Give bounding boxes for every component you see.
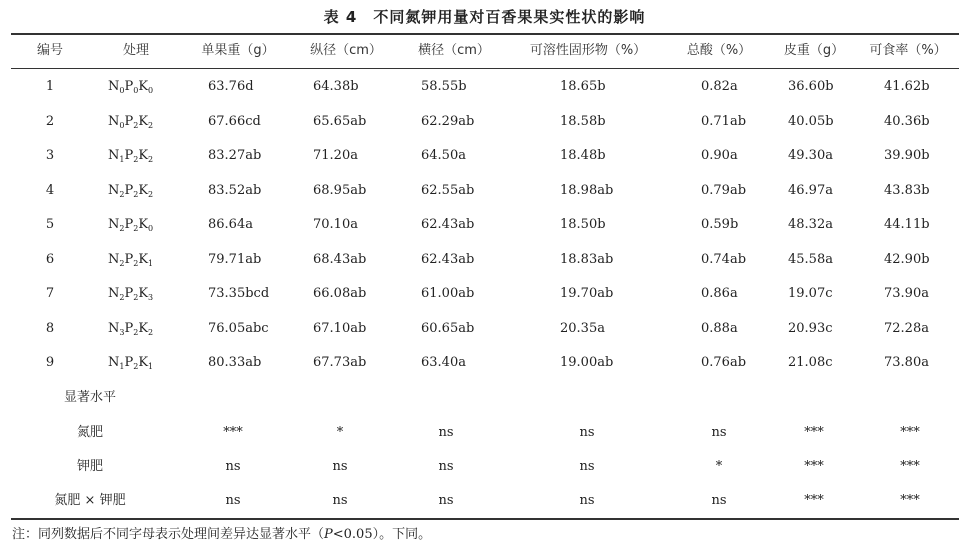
sig-transverse: ns (438, 459, 454, 474)
treatment-level: 3 (119, 327, 125, 337)
treatment-level: 2 (133, 224, 139, 233)
sig-peel-weight: *** (804, 493, 824, 508)
cell-transverse: 62.55ab (421, 182, 475, 198)
sig-soluble-solids: ns (579, 459, 595, 474)
header-transverse-diameter: 横径（cm） (418, 43, 490, 58)
treatment-letter: K (138, 79, 149, 94)
cell-total-acid: 0.82a (701, 79, 738, 94)
cell-fruit-weight: 73.35bcd (208, 286, 270, 301)
cell-total-acid: 0.86a (701, 286, 738, 301)
cell-transverse: 62.29ab (421, 113, 475, 129)
cell-transverse: 61.00ab (421, 286, 475, 301)
treatment-letter: P (124, 182, 134, 198)
treatment-letter: P (124, 320, 134, 336)
cell-edible-rate: 39.90b (884, 148, 930, 163)
table-row (0, 277, 969, 311)
treatment-letter: K (138, 182, 149, 198)
treatment-letter: N (108, 79, 120, 94)
treatment-level: 2 (133, 120, 139, 130)
treatment-level: 2 (133, 293, 139, 302)
treatment-letter: N (108, 217, 120, 232)
cell-edible-rate: 73.90a (884, 286, 929, 301)
cell-total-acid: 0.79ab (701, 182, 747, 198)
treatment-level: 2 (148, 327, 154, 337)
treatment-letter: P (124, 113, 134, 129)
treatment-level: 0 (119, 86, 125, 95)
header-soluble-solids: 可溶性固形物（%） (529, 43, 647, 58)
header-total-acid: 总酸（%） (686, 43, 752, 58)
cell-fruit-weight: 86.64a (208, 217, 253, 232)
cell-transverse: 58.55b (421, 79, 467, 94)
cell-total-acid: 0.90a (701, 148, 738, 163)
cell-soluble-solids: 18.50b (560, 217, 606, 232)
treatment-letter: N (108, 182, 120, 198)
cell-soluble-solids: 18.98ab (560, 182, 614, 198)
sig-longitudinal: * (336, 425, 344, 440)
treatment-letter: N (108, 355, 120, 370)
cell-transverse: 63.40a (421, 355, 466, 370)
cell-soluble-solids: 18.58b (560, 113, 606, 129)
cell-id: 2 (45, 113, 55, 129)
sig-longitudinal: ns (332, 459, 348, 474)
cell-treatment (108, 139, 164, 173)
significance-factor: 氮肥 × 钾肥 (54, 493, 126, 508)
treatment-level: 0 (119, 120, 125, 130)
sig-longitudinal: ns (332, 493, 348, 508)
treatment-letter: K (138, 217, 149, 232)
cell-total-acid: 0.74ab (701, 251, 747, 267)
significance-row (0, 416, 969, 450)
treatment-level: 2 (148, 155, 154, 164)
cell-id: 8 (45, 320, 55, 336)
cell-soluble-solids: 20.35a (560, 320, 605, 336)
treatment-letter: N (108, 148, 120, 163)
sig-transverse: ns (438, 425, 454, 440)
cell-fruit-weight: 67.66cd (208, 113, 261, 129)
treatment-letter: P (124, 286, 134, 301)
cell-treatment (108, 208, 164, 242)
cell-transverse: 64.50a (421, 148, 466, 163)
cell-peel-weight: 49.30a (788, 148, 833, 163)
treatment-level: 0 (148, 86, 154, 95)
cell-edible-rate: 44.11b (884, 217, 930, 232)
cell-longitudinal: 64.38b (313, 79, 359, 94)
note-prefix: 注：同列数据后不同字母表示处理间差异达显著水平（ (12, 527, 325, 542)
cell-peel-weight: 40.05b (788, 113, 834, 129)
cell-soluble-solids: 18.48b (560, 148, 606, 163)
cell-id: 9 (45, 355, 55, 370)
sig-soluble-solids: ns (579, 425, 595, 440)
cell-longitudinal: 66.08ab (313, 286, 367, 301)
header-id: 编号 (36, 43, 63, 58)
cell-total-acid: 0.71ab (701, 113, 747, 129)
treatment-letter: N (108, 251, 120, 267)
cell-longitudinal: 70.10a (313, 217, 358, 232)
cell-longitudinal: 68.43ab (313, 251, 367, 267)
sig-edible-rate: *** (900, 459, 920, 474)
treatment-level: 1 (119, 362, 125, 371)
significance-row (0, 450, 969, 484)
cell-edible-rate: 40.36b (884, 113, 930, 129)
note-suffix: <0.05）。下同。 (332, 527, 432, 542)
sig-fruit-weight: ns (225, 459, 241, 474)
treatment-level: 2 (133, 327, 139, 337)
table-row (0, 174, 969, 208)
header-fruit-weight: 单果重（g） (201, 43, 275, 58)
cell-transverse: 62.43ab (421, 251, 475, 267)
treatment-letter: P (124, 251, 134, 267)
cell-fruit-weight: 76.05abc (208, 320, 269, 336)
cell-fruit-weight: 83.27ab (208, 148, 262, 163)
cell-peel-weight: 36.60b (788, 79, 834, 94)
sig-edible-rate: *** (900, 425, 920, 440)
cell-edible-rate: 41.62b (884, 79, 930, 94)
cell-treatment (108, 105, 164, 139)
treatment-level: 1 (148, 362, 154, 371)
treatment-level: 0 (133, 86, 139, 95)
cell-treatment (108, 70, 164, 104)
sig-peel-weight: *** (804, 459, 824, 474)
treatment-letter: N (108, 286, 120, 301)
header-treatment: 处理 (122, 43, 149, 58)
cell-peel-weight: 46.97a (788, 182, 833, 198)
treatment-level: 0 (148, 224, 154, 233)
treatment-letter: K (138, 251, 149, 267)
cell-total-acid: 0.76ab (701, 355, 747, 370)
cell-fruit-weight: 63.76d (208, 79, 254, 94)
cell-soluble-solids: 19.00ab (560, 355, 614, 370)
note-p-symbol: P (324, 527, 333, 542)
cell-treatment (108, 174, 164, 208)
cell-longitudinal: 68.95ab (313, 182, 367, 198)
table-title: 表 4 不同氮钾用量对百香果果实性状的影响 (323, 8, 646, 26)
cell-treatment (108, 243, 164, 277)
table-row (0, 346, 969, 380)
cell-longitudinal: 67.10ab (313, 320, 367, 336)
header-edible-rate: 可食率（%） (869, 43, 947, 58)
table-row (0, 312, 969, 346)
cell-longitudinal: 67.73ab (313, 355, 367, 370)
cell-id: 3 (45, 148, 55, 163)
cell-peel-weight: 20.93c (788, 320, 833, 336)
cell-soluble-solids: 19.70ab (560, 286, 614, 301)
treatment-level: 2 (133, 155, 139, 164)
cell-longitudinal: 65.65ab (313, 113, 367, 129)
table-row (0, 243, 969, 277)
table-row (0, 70, 969, 104)
cell-edible-rate: 42.90b (884, 251, 930, 267)
cell-peel-weight: 45.58a (788, 251, 833, 267)
sig-peel-weight: *** (804, 425, 824, 440)
cell-fruit-weight: 83.52ab (208, 182, 262, 198)
treatment-level: 2 (148, 189, 154, 199)
cell-fruit-weight: 80.33ab (208, 355, 262, 370)
sig-total-acid: ns (711, 425, 727, 440)
cell-longitudinal: 71.20a (313, 148, 358, 163)
cell-fruit-weight: 79.71ab (208, 251, 262, 267)
cell-transverse: 62.43ab (421, 217, 475, 232)
cell-edible-rate: 73.80a (884, 355, 929, 370)
treatment-level: 2 (133, 362, 139, 371)
significance-factor: 钾肥 (76, 459, 103, 474)
cell-peel-weight: 48.32a (788, 217, 833, 232)
treatment-letter: K (138, 286, 149, 301)
treatment-level: 2 (119, 293, 125, 302)
cell-peel-weight: 19.07c (788, 286, 833, 301)
treatment-level: 2 (119, 189, 125, 199)
cell-transverse: 60.65ab (421, 320, 475, 336)
treatment-letter: K (138, 113, 149, 129)
bottom-rule (11, 518, 959, 520)
significance-factor: 氮肥 (76, 425, 103, 440)
treatment-level: 3 (148, 293, 154, 302)
cell-total-acid: 0.88a (701, 320, 738, 336)
sig-edible-rate: *** (900, 493, 920, 508)
treatment-level: 2 (133, 258, 139, 268)
treatment-letter: P (124, 79, 134, 94)
sig-transverse: ns (438, 493, 454, 508)
treatment-level: 2 (133, 189, 139, 199)
header-rule (11, 68, 959, 69)
treatment-letter: N (108, 320, 120, 336)
treatment-letter: P (124, 148, 134, 163)
cell-treatment (108, 346, 164, 380)
treatment-level: 2 (119, 258, 125, 268)
cell-id: 7 (45, 286, 55, 301)
cell-id: 4 (45, 182, 55, 198)
header-longitudinal-diameter: 纵径（cm） (310, 43, 382, 58)
cell-soluble-solids: 18.83ab (560, 251, 614, 267)
treatment-letter: P (124, 355, 134, 370)
treatment-letter: K (138, 320, 149, 336)
table-row (0, 105, 969, 139)
cell-total-acid: 0.59b (701, 217, 739, 232)
sig-fruit-weight: *** (223, 425, 243, 440)
table-header-row (0, 34, 969, 68)
cell-peel-weight: 21.08c (788, 355, 833, 370)
cell-soluble-solids: 18.65b (560, 79, 606, 94)
cell-edible-rate: 43.83b (884, 182, 930, 198)
sig-soluble-solids: ns (579, 493, 595, 508)
sig-total-acid: * (715, 459, 723, 474)
treatment-letter: K (138, 148, 149, 163)
significance-heading: 显著水平 (64, 390, 117, 405)
sig-total-acid: ns (711, 493, 727, 508)
cell-id: 1 (45, 79, 55, 94)
treatment-letter: P (124, 217, 134, 232)
significance-row (0, 484, 969, 518)
cell-edible-rate: 72.28a (884, 320, 929, 336)
table-note (12, 523, 431, 547)
treatment-letter: N (108, 113, 120, 129)
treatment-level: 1 (119, 155, 125, 164)
header-peel-weight: 皮重（g） (783, 43, 845, 58)
treatment-level: 2 (119, 224, 125, 233)
treatment-level: 2 (148, 120, 154, 130)
table-row (0, 208, 969, 242)
cell-id: 5 (45, 217, 55, 232)
cell-id: 6 (45, 251, 55, 267)
treatment-level: 1 (148, 258, 154, 268)
treatment-letter: K (138, 355, 149, 370)
cell-treatment (108, 277, 164, 311)
cell-treatment (108, 312, 164, 346)
table-row (0, 139, 969, 173)
sig-fruit-weight: ns (225, 493, 241, 508)
